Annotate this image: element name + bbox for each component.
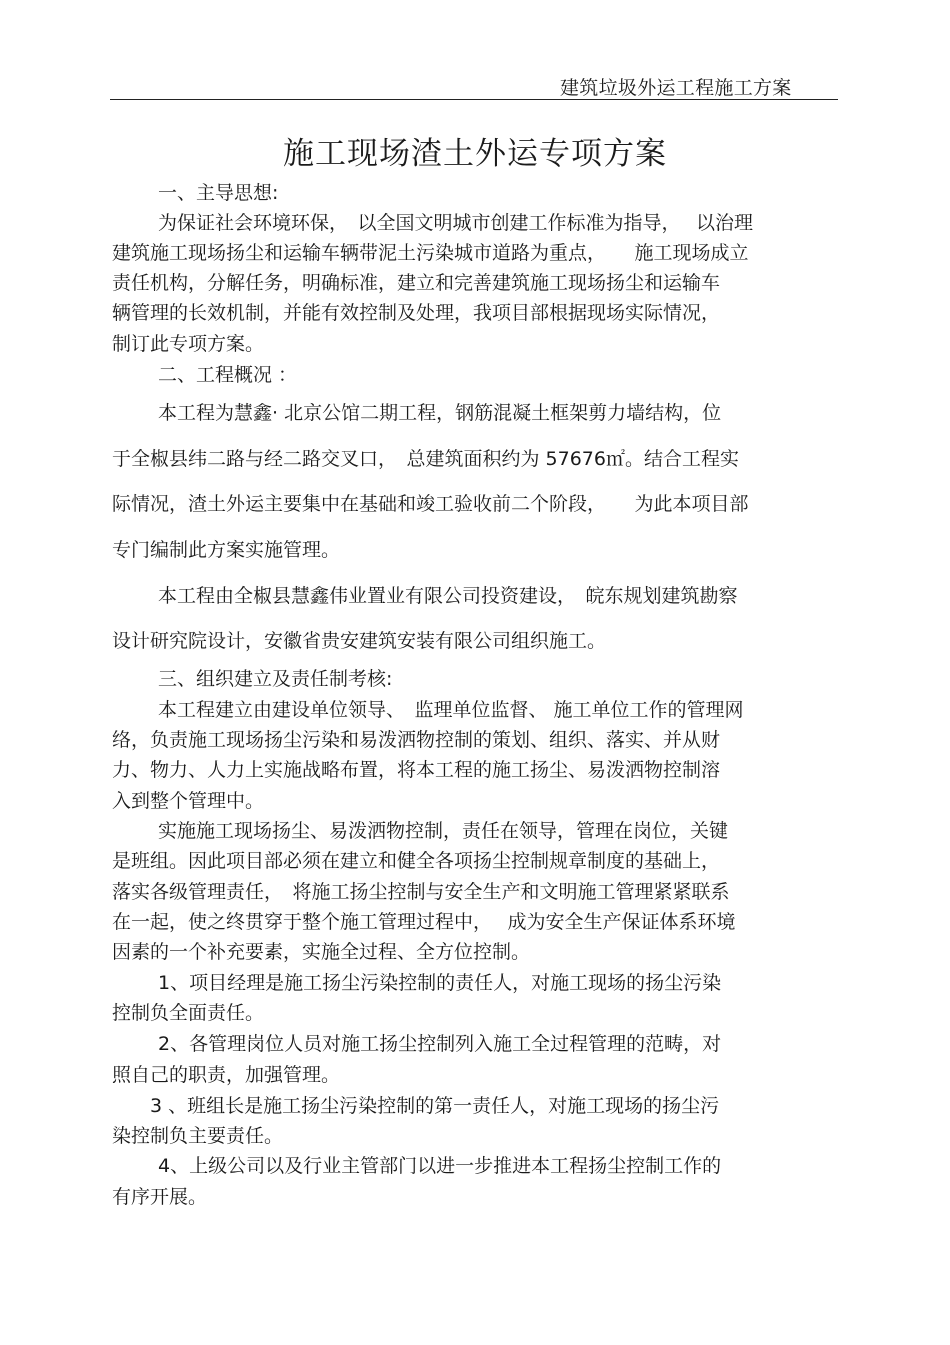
list-item: 2、各管理岗位人员对施工扬尘控制列入施工全过程管理的范畴，对 <box>158 1033 722 1055</box>
header-divider <box>110 99 838 100</box>
section-heading: 一、主导思想: <box>158 182 279 204</box>
text-line: 于全椒县纬二路与经二路交叉口， 总建筑面积约为 57676㎡。结合工程实 <box>112 448 739 470</box>
text-line: 设计研究院设计，安徽省贵安建筑安装有限公司组织施工。 <box>112 630 607 652</box>
document-title: 施工现场渣土外运专项方案 <box>283 136 667 172</box>
text-line: 力、物力、人力上实施战略布置，将本工程的施工扬尘、易泼洒物控制溶 <box>112 759 721 781</box>
text-line: 在一起，使之终贯穿于整个施工管理过程中， 成为安全生产保证体系环境 <box>112 911 736 933</box>
text-line: 因素的一个补充要素，实施全过程、全方位控制。 <box>112 941 531 963</box>
list-item: 1、项目经理是施工扬尘污染控制的责任人，对施工现场的扬尘污染 <box>158 972 722 994</box>
text-line: 染控制负主要责任。 <box>112 1125 284 1147</box>
text-line: 辆管理的长效机制，并能有效控制及处理，我项目部根据现场实际情况， <box>112 302 721 324</box>
text-line: 络，负责施工现场扬尘污染和易泼洒物控制的策划、组织、落实、并从财 <box>112 729 721 751</box>
running-title: 建筑垃圾外运工程施工方案 <box>560 77 792 99</box>
text-line: 建筑施工现场扬尘和运输车辆带泥土污染城市道路为重点， 施工现场成立 <box>112 242 749 264</box>
text-line: 际情况，渣土外运主要集中在基础和竣工验收前二个阶段， 为此本项目部 <box>112 493 749 515</box>
text-line: 照自己的职责，加强管理。 <box>112 1064 341 1086</box>
text-line: 落实各级管理责任， 将施工扬尘控制与安全生产和文明施工管理紧紧联系 <box>112 881 730 903</box>
text-line: 是班组。因此项目部必须在建立和健全各项扬尘控制规章制度的基础上， <box>112 850 721 872</box>
text-line: 专门编制此方案实施管理。 <box>112 539 341 561</box>
text-line: 责任机构，分解任务，明确标准，建立和完善建筑施工现场扬尘和运输车 <box>112 272 721 294</box>
section-heading: 二、工程概况 ： <box>158 364 298 386</box>
section-heading: 三、组织建立及责任制考核: <box>158 668 393 690</box>
text-line: 入到整个管理中。 <box>112 790 265 812</box>
text-line: 本工程建立由建设单位领导、 监理单位监督、 施工单位工作的管理网 <box>158 699 744 721</box>
list-item: 3 、班组长是施工扬尘污染控制的第一责任人，对施工现场的扬尘污 <box>150 1095 720 1117</box>
text-line: 本工程为慧鑫· 北京公馆二期工程，钢筋混凝土框架剪力墙结构，位 <box>158 402 722 424</box>
text-line: 有序开展。 <box>112 1186 208 1208</box>
text-line: 实施施工现场扬尘、易泼洒物控制，责任在领导，管理在岗位，关键 <box>158 820 729 842</box>
text-line: 本工程由全椒县慧鑫伟业置业有限公司投资建设， 皖东规划建筑勘察 <box>158 585 738 607</box>
list-item: 4、上级公司以及行业主管部门以进一步推进本工程扬尘控制工作的 <box>158 1155 722 1177</box>
text-line: 控制负全面责任。 <box>112 1002 265 1024</box>
text-line: 制订此专项方案。 <box>112 333 265 355</box>
text-line: 为保证社会环境环保， 以全国文明城市创建工作标准为指导， 以治理 <box>158 212 754 234</box>
